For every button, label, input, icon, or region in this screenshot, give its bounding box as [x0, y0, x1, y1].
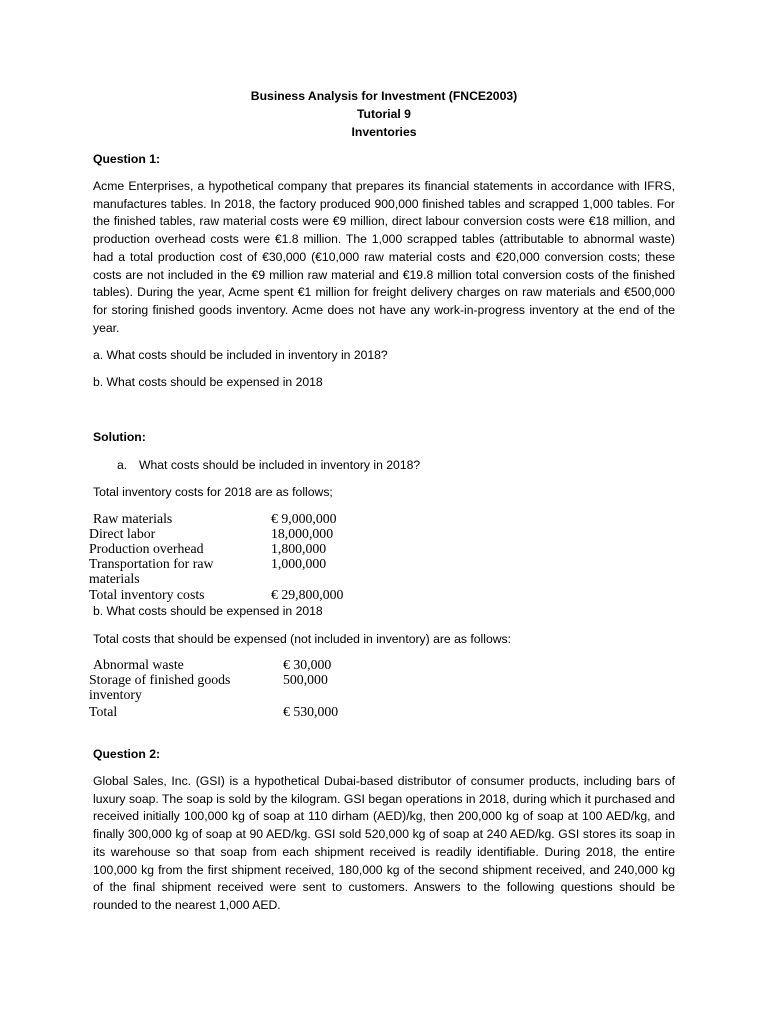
question-1-heading: Question 1: — [93, 152, 161, 166]
question-2-body: Global Sales, Inc. (GSI) is a hypothetical Dubai-based distributor of consumer products, including bars of luxury soap. The soap is sold by the kilogram. GSI began operations in 2018, during which it purchased and received initially 100,000 kg of soap at 110 dirham (AED)/kg, then 200,000 kg of soap at 100 AED/kg, and finally 300,000 kg of soap at 90 AED/kg. GSI sold 520,000 kg of soap at 240 AED/kg. GSI stores its soap in its warehouse so that soap from each shipment received is readily identifiable. During 2018, the entire 100,000 kg from the first shipment received, 180,000 kg of the second shipment received, and 240,000 kg of the final shipment received were sent to customers. Answers to the following questions should be rounded to the nearest 1,000 AED. — [93, 774, 675, 912]
inventory-row-value: 18,000,000 — [271, 526, 334, 541]
inventory-intro: Total inventory costs for 2018 are as follows; — [93, 485, 333, 499]
inventory-row-value: 1,800,000 — [271, 541, 327, 556]
document-title: Business Analysis for Investment (FNCE2003) — [250, 89, 518, 103]
expense-total-label: Total — [89, 704, 118, 719]
inventory-total-value: € 29,800,000 — [271, 587, 344, 602]
tutorial-number: Tutorial 9 — [357, 107, 411, 121]
expense-row-value: 500,000 — [283, 672, 328, 687]
inventory-row-label: Production overhead — [89, 541, 204, 556]
inventory-row-value: 1,000,000 — [271, 556, 327, 571]
question-1-part-b: b. What costs should be expensed in 2018 — [93, 375, 323, 389]
expense-intro: Total costs that should be expensed (not included in inventory) are as follows: — [93, 632, 511, 646]
inventory-row-value: € 9,000,000 — [271, 511, 337, 526]
expense-row-label: Abnormal waste — [93, 657, 184, 672]
tutorial-topic: Inventories — [351, 125, 417, 139]
solution-heading: Solution: — [93, 430, 146, 444]
inventory-total-label: Total inventory costs — [89, 587, 205, 602]
inventory-row-label: Raw materials — [93, 511, 173, 526]
question-1-part-a: a. What costs should be included in inventory in 2018? — [93, 348, 388, 362]
question-1-body: Acme Enterprises, a hypothetical company that prepares its financial statements in accordance with IFRS, manufactures tables. In 2018, the factory produced 900,000 finished tables and scrapped 1,000 tables. For the finished tables, raw material costs were €9 million, direct labour conversion costs were €18 million, and production overhead costs were €1.8 million. The 1,000 scrapped tables (attributable to abnormal waste) had a total production cost of €30,000 (€10,000 raw material costs and €20,000 conversion costs; these costs are not included in the €9 million raw material and €19.8 million total conversion costs of the finished tables). During the year, Acme spent €1 million for freight delivery charges on raw materials and €500,000 for storing finished goods inventory. Acme does not have any work-in-progress inventory at the end of the year. — [93, 179, 675, 335]
solution-a-question: What costs should be included in inventory in 2018? — [139, 458, 421, 472]
expense-row-value: € 30,000 — [283, 657, 332, 672]
solution-a-marker: a. — [117, 458, 128, 472]
expense-row-label: Storage of finished goods inventory — [89, 672, 231, 703]
solution-b-question: b. What costs should be expensed in 2018 — [93, 604, 323, 618]
inventory-row-label: Direct labor — [89, 526, 156, 541]
expense-total-value: € 530,000 — [283, 704, 339, 719]
inventory-row-label: Transportation for raw materials — [89, 556, 214, 587]
question-2-heading: Question 2: — [93, 747, 161, 761]
